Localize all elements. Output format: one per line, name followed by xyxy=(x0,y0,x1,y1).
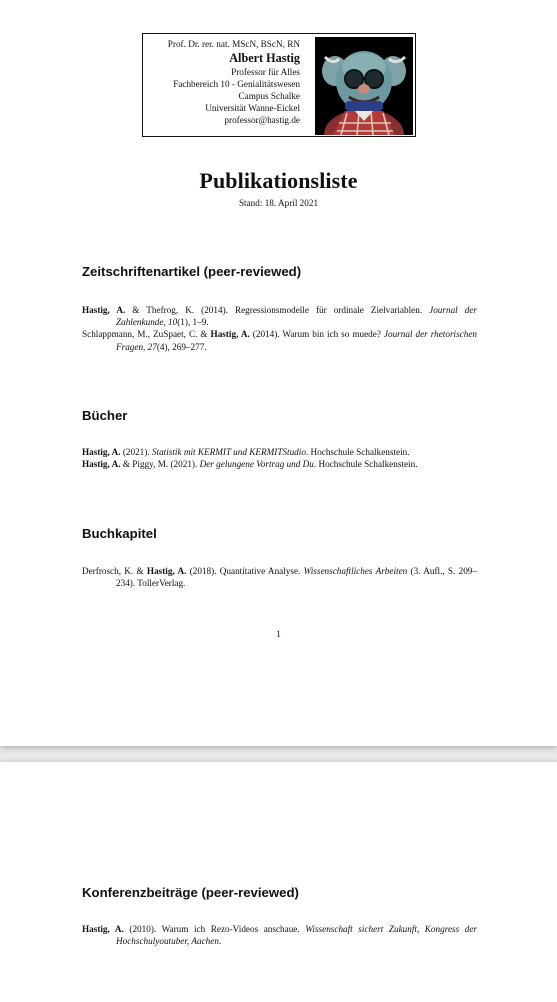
publication-entry xyxy=(82,446,477,458)
section-heading-books: Bücher xyxy=(82,408,128,423)
entry-text: (2014). Warum bin ich so muede? xyxy=(249,329,384,340)
entry-venue: Statistik mit KERMIT und KERMITStudio xyxy=(151,447,306,457)
entry-author-bold: Hastig, A. xyxy=(146,566,187,576)
publication-entry xyxy=(82,458,477,470)
entry-venue: Wissenschaft sichert Zukunft, Kongress der Hochschulyoutuber, Aachen xyxy=(116,924,477,947)
entry-author-bold: Hastig, A. xyxy=(82,459,121,470)
document-page-2 xyxy=(0,762,557,1002)
entry-tail: . xyxy=(218,936,222,947)
entry-text: (2010). Warum ich Rezo-Videos anschaue. xyxy=(123,924,306,934)
entry-text: & Piggy, M. (2021). xyxy=(120,459,200,470)
section-heading-conference: Konferenzbeiträge (peer-reviewed) xyxy=(82,885,299,900)
section-heading-chapters: Buchkapitel xyxy=(82,526,157,541)
conference-entries xyxy=(82,923,477,947)
book-entries xyxy=(82,446,477,470)
entry-tail: (1), 1–9. xyxy=(177,317,209,328)
entry-tail: . Hochschule Schalkenstein. xyxy=(313,459,418,470)
author-name: Albert Hastig xyxy=(229,51,300,66)
entry-tail: (4), 269–277. xyxy=(156,341,207,352)
entry-author-bold: Hastig, A. xyxy=(82,924,124,934)
entry-coauthors: Derfrosch, K. & xyxy=(82,566,147,576)
publication-entry xyxy=(82,304,477,328)
entry-venue: Journal der rhetorischen Fragen, 27 xyxy=(116,329,477,352)
publication-entry xyxy=(82,328,477,352)
entry-text: (2021). xyxy=(120,447,152,457)
author-position: Professor für Alles xyxy=(231,67,300,78)
entry-author-bold: Hastig, A. xyxy=(210,329,250,340)
author-header-box xyxy=(142,33,416,137)
chapter-entries xyxy=(82,565,477,589)
entry-venue: Journal der Zahlenkunde, 10 xyxy=(116,305,477,328)
entry-venue: Wissenschaftliches Arbeiten xyxy=(303,566,408,576)
author-contact-block xyxy=(168,38,300,127)
author-email: professor@hastig.de xyxy=(224,115,300,126)
puppet-portrait-image xyxy=(315,37,413,135)
entry-tail: . Hochschule Schalkenstein. xyxy=(305,447,410,457)
entry-coauthors: Schlappmann, M., ZuSpaet, C. & xyxy=(82,329,211,340)
author-department: Fachbereich 10 - Genialitätswesen xyxy=(173,79,300,90)
author-university: Universität Wanne-Eickel xyxy=(205,103,300,114)
academic-title: Prof. Dr. rer. nat. MScN, BScN, RN xyxy=(167,39,300,49)
document-title: Publikationsliste xyxy=(199,168,358,193)
entry-tail: (3. Aufl., S. 209–234). TollerVerlag. xyxy=(116,566,477,589)
entry-text: & Thefrog, K. (2014). Regressionsmodelle für ordinale Zielvariablen. xyxy=(125,305,430,315)
author-photo xyxy=(315,37,413,135)
entry-text: (2018). Quantitative Analyse. xyxy=(186,566,304,576)
author-campus: Campus Schalke xyxy=(238,91,300,102)
section-heading-journal: Zeitschriftenartikel (peer-reviewed) xyxy=(82,264,302,279)
entry-author-bold: Hastig, A. xyxy=(82,447,121,457)
publication-entry xyxy=(82,565,477,589)
journal-entries xyxy=(82,304,477,353)
page-number: 1 xyxy=(276,629,281,639)
entry-venue: Der gelungene Vortrag und Du xyxy=(199,459,314,470)
entry-author-bold: Hastig, A. xyxy=(82,305,126,315)
document-date: Stand: 18. April 2021 xyxy=(238,198,319,208)
publication-entry xyxy=(82,923,477,947)
